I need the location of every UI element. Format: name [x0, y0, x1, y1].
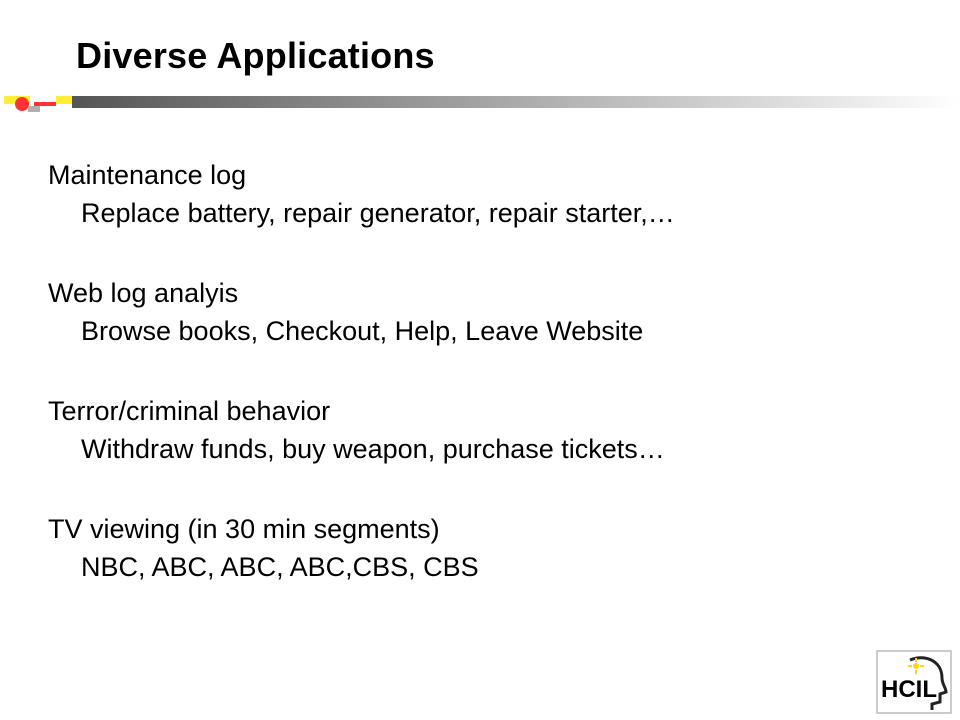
section-terror-criminal-behavior	[48, 392, 928, 468]
hcil-logo	[876, 650, 952, 714]
yellow-block-right	[56, 96, 72, 104]
section-detail: Replace battery, repair generator, repair starter,…	[81, 198, 675, 228]
section-heading: Maintenance log	[48, 160, 247, 190]
title-underline-decoration	[0, 90, 960, 120]
section-detail: Withdraw funds, buy weapon, purchase tickets…	[81, 434, 665, 464]
slide-title: Diverse Applications	[76, 35, 435, 76]
section-heading: Terror/criminal behavior	[48, 396, 331, 426]
section-tv-viewing	[48, 510, 928, 586]
section-web-log-analysis	[48, 274, 928, 350]
gradient-bar	[72, 96, 960, 108]
logo-star-icon	[913, 663, 919, 669]
content-list	[48, 156, 928, 628]
section-heading: Web log analyis	[48, 278, 239, 308]
section-heading: TV viewing (in 30 min segments)	[48, 514, 440, 544]
logo-text: HCIL	[881, 676, 937, 703]
section-detail: NBC, ABC, ABC, ABC,CBS, CBS	[81, 552, 479, 582]
section-detail: Browse books, Checkout, Help, Leave Website	[81, 316, 644, 346]
gray-block-small	[28, 106, 40, 112]
red-dash	[34, 102, 56, 106]
section-maintenance-log	[48, 156, 928, 232]
red-dot	[15, 97, 29, 111]
